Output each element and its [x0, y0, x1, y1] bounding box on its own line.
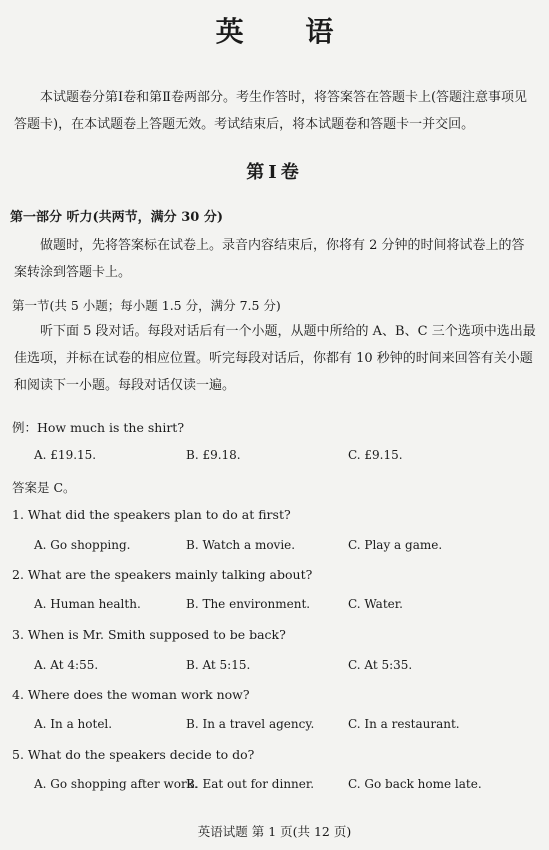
- q3-option-b: B. At 5:15.: [186, 658, 251, 672]
- part1-title: 第一部分 听力(共两节，满分 30 分): [10, 210, 223, 225]
- page-footer: 英语试题 第 1 页(共 12 页): [197, 824, 352, 839]
- example-answer: 答案是 C。: [12, 480, 76, 495]
- example-option-b: B. £9.18.: [186, 448, 241, 462]
- q3-option-c: C. At 5:35.: [348, 658, 413, 672]
- q2-option-c: C. Water.: [348, 597, 403, 611]
- question-4: 4. Where does the woman work now?: [12, 687, 250, 702]
- question-1: 1. What did the speakers plan to do at first?: [12, 507, 291, 522]
- example-question: 例：How much is the shirt?: [12, 420, 185, 435]
- q4-option-a: A. In a hotel.: [34, 717, 113, 731]
- q4-option-b: B. In a travel agency.: [186, 717, 315, 731]
- q2-option-b: B. The environment.: [186, 597, 311, 611]
- example-option-c: C. £9.15.: [348, 448, 403, 462]
- instructions-paragraph: 本试题卷分第Ⅰ卷和第Ⅱ卷两部分。考生作答时，将答案答在答题卡上(答题注意事项见答题卡)，在本试题卷上答题无效。考试结束后，将本试题卷和答题卡一并交回。: [14, 90, 528, 132]
- q1-option-b: B. Watch a movie.: [186, 538, 296, 552]
- question-4-options: [34, 717, 534, 735]
- page-title: 英 语: [215, 15, 360, 48]
- question-5-options: [34, 777, 534, 795]
- q3-option-a: A. At 4:55.: [34, 658, 99, 672]
- question-3-options: [34, 658, 534, 676]
- q5-option-a: A. Go shopping after work.: [34, 777, 198, 791]
- section1-instruction: 听下面 5 段对话。每段对话后有一个小题，从题中所给的 A、B、C 三个选项中选出最佳选项，并标在试卷的相应位置。听完每段对话后，你都有 10 秒钟的时间来回答有关小题和阅读下一小题。每段对话仅读一遍。: [14, 324, 536, 393]
- part1-instruction: 做题时，先将答案标在试卷上。录音内容结束后，你将有 2 分钟的时间将试卷上的答案转涂到答题卡上。: [14, 238, 525, 280]
- question-2-options: [34, 597, 534, 615]
- question-5: 5. What do the speakers decide to do?: [12, 747, 255, 762]
- volume-title: 第Ⅰ卷: [246, 162, 303, 183]
- question-3: 3. When is Mr. Smith supposed to be back?: [12, 627, 286, 642]
- example-option-a: A. £19.15.: [34, 448, 97, 462]
- q2-option-a: A. Human health.: [34, 597, 141, 611]
- question-1-options: [34, 538, 534, 556]
- section1-title: 第一节(共 5 小题；每小题 1.5 分，满分 7.5 分): [12, 298, 281, 313]
- example-options: [34, 448, 534, 466]
- q1-option-c: C. Play a game.: [348, 538, 443, 552]
- q5-option-c: C. Go back home late.: [348, 777, 482, 791]
- q1-option-a: A. Go shopping.: [34, 538, 131, 552]
- q5-option-b: B. Eat out for dinner.: [186, 777, 315, 791]
- question-2: 2. What are the speakers mainly talking about?: [12, 567, 313, 582]
- q4-option-c: C. In a restaurant.: [348, 717, 460, 731]
